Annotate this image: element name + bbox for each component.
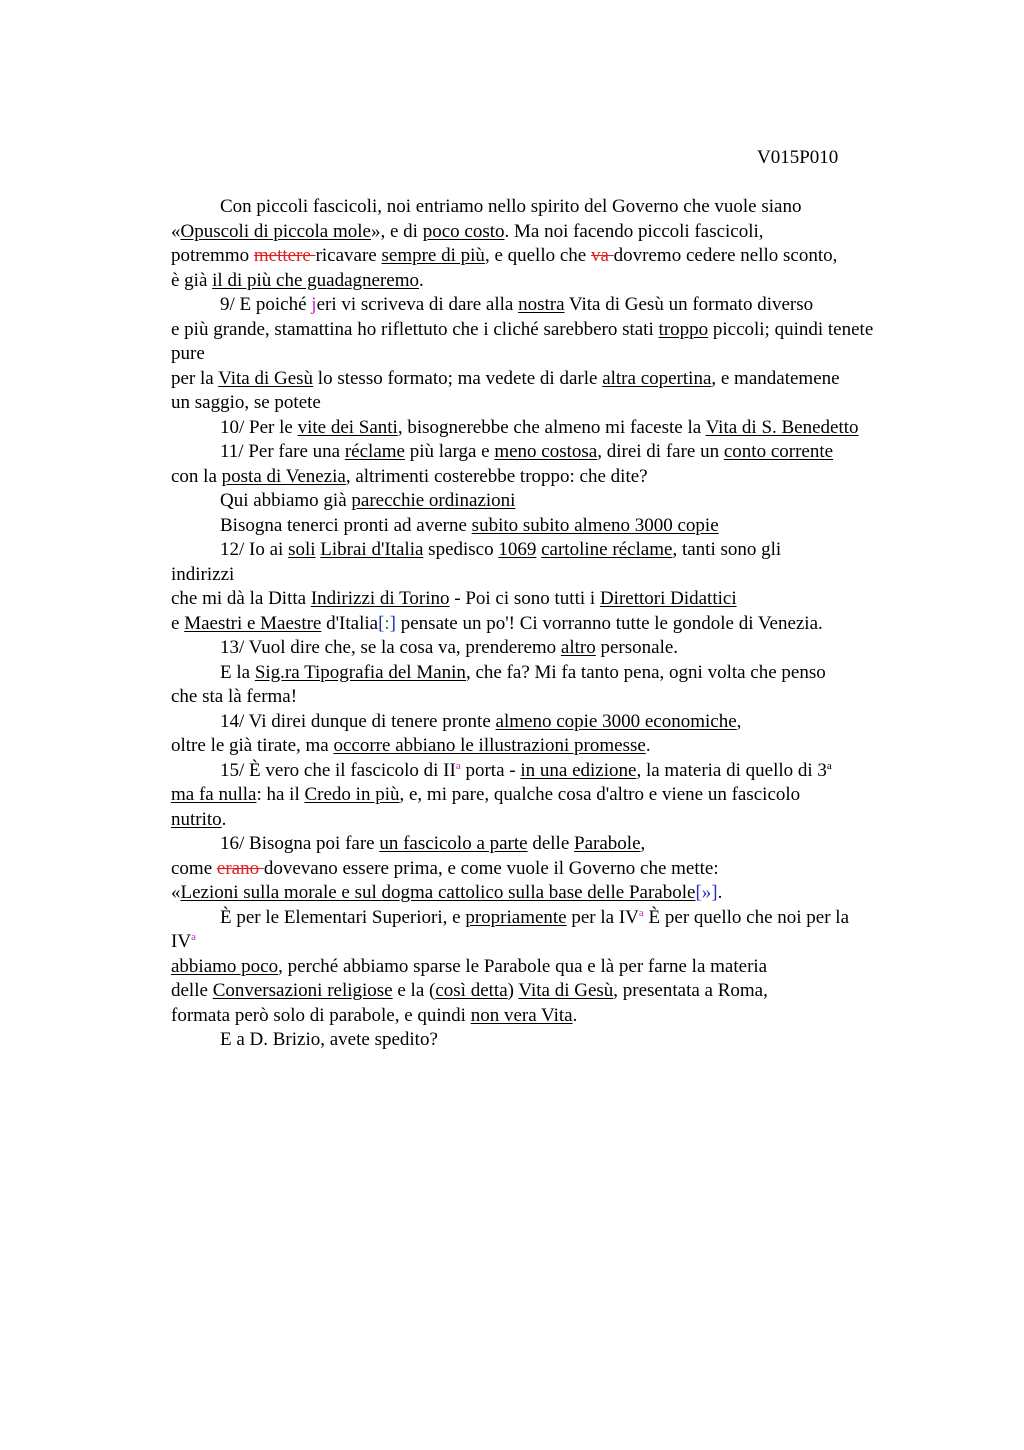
underlined-text: troppo (658, 318, 709, 340)
text-segment: ] (389, 612, 396, 634)
text-segment: : ha il (256, 784, 305, 805)
text-segment: . (418, 269, 424, 291)
underlined-text: Opuscoli di piccola mole (180, 220, 371, 242)
text-line (171, 783, 946, 808)
underlined-text: nutrito (171, 808, 222, 830)
underlined-text: ma fa nulla (171, 784, 257, 805)
text-segment: e la ( (392, 980, 436, 1001)
text-segment: , presentata a Roma, (613, 980, 768, 1001)
text-segment: spedisco (423, 539, 499, 560)
text-segment: con la (171, 465, 222, 487)
text-segment: 15/ È vero che il fascicolo di II (220, 759, 456, 781)
underlined-text: parecchie ordinazioni (351, 490, 516, 511)
underlined-text: altra copertina (602, 367, 712, 389)
text-segment: . (221, 808, 227, 830)
text-segment: . (572, 1004, 578, 1026)
text-segment: , (736, 710, 742, 732)
text-line (171, 318, 946, 343)
underlined-text: altro (560, 637, 596, 658)
text-line (171, 538, 946, 563)
superscript: a (455, 759, 461, 772)
text-line (171, 391, 946, 416)
text-segment: », e di (370, 220, 423, 242)
text-segment: - Poi ci sono tutti i (449, 588, 600, 609)
text-segment: Bisogna tenerci pronti ad averne (220, 514, 472, 536)
text-segment: piccoli; quindi tenete (708, 318, 874, 340)
underlined-text: occorre abbiano le illustrazioni promesse (333, 735, 646, 756)
text-segment: dovremo cedere nello sconto, (613, 245, 838, 266)
text-segment: 9/ E poiché (220, 294, 312, 315)
underlined-text: Maestri e Maestre (184, 612, 322, 634)
struck-text: mettere (253, 245, 316, 266)
text-line (171, 269, 946, 294)
underlined-text: abbiamo poco (171, 955, 279, 977)
underlined-text: Librai d'Italia (320, 539, 424, 560)
underlined-text: Conversazioni religiose (212, 980, 393, 1001)
text-segment: , e, mi pare, qualche cosa d'altro e viene un fascicolo (399, 784, 801, 805)
text-line (171, 489, 946, 514)
text-segment: oltre le già tirate, ma (171, 735, 334, 756)
text-segment: Qui abbiamo già (220, 490, 352, 511)
text-line (171, 220, 946, 245)
underlined-text: Direttori Didattici (599, 588, 737, 609)
text-segment: 16/ Bisogna poi fare (220, 833, 380, 854)
text-segment: IV (171, 931, 192, 952)
underlined-text: propriamente (465, 906, 567, 928)
text-segment: . (717, 882, 723, 903)
underlined-text: Lezioni sulla morale e sul dogma cattolico sulla base delle Parabole (180, 882, 696, 903)
text-line (171, 293, 946, 318)
text-segment: per la (171, 367, 219, 389)
text-line (171, 979, 946, 1004)
text-line (171, 759, 946, 784)
text-segment: Vita di Gesù un formato diverso (564, 294, 814, 315)
text-segment: , perché abbiamo sparse le Parabole qua e là per farne la materia (278, 955, 768, 977)
text-segment: ] (711, 882, 718, 903)
underlined-text: Parabole (574, 833, 641, 854)
text-line (171, 1028, 946, 1053)
text-segment: indirizzi (171, 563, 235, 585)
text-line (171, 636, 946, 661)
text-line (171, 955, 946, 980)
text-segment: 14/ Vi direi dunque di tenere pronte (220, 710, 496, 732)
text-segment: 13/ Vuol dire che, se la cosa va, prenderemo (220, 637, 561, 658)
text-segment: 11/ Per fare una (220, 441, 345, 462)
superscript: a (191, 931, 196, 943)
text-segment: delle (527, 833, 575, 854)
text-segment: E la (220, 661, 255, 683)
text-segment: È per le Elementari Superiori, e (220, 906, 466, 928)
text-segment: dovevano essere prima, e come vuole il Governo che mette: (263, 857, 719, 879)
text-line (171, 661, 946, 686)
underlined-text: il di più che guadagneremo (212, 269, 419, 291)
underlined-text: 1069 (498, 539, 537, 560)
text-segment: , e mandatemene (711, 367, 840, 389)
underlined-text: nostra (518, 294, 565, 315)
text-line (171, 906, 946, 931)
text-segment: eri vi scriveva di dare alla (316, 294, 519, 315)
underlined-text: Vita di Gesù (218, 367, 314, 389)
underlined-text: Vita di S. Benedetto (705, 416, 859, 438)
text-line (171, 416, 946, 441)
text-segment: , tanti sono gli (672, 539, 782, 560)
text-segment: d'Italia (321, 612, 379, 634)
text-line (171, 342, 946, 367)
underlined-text: in una edizione (520, 759, 637, 781)
text-segment: lo stesso formato; ma vedete di darle (313, 367, 603, 389)
text-line (171, 808, 946, 833)
text-segment: è già (171, 269, 213, 291)
text-line (171, 465, 946, 490)
letter-body (171, 195, 946, 1053)
text-line (171, 832, 946, 857)
underlined-text: soli (288, 539, 316, 560)
text-segment: potremmo (171, 245, 254, 266)
text-segment: . Ma noi facendo piccoli fascicoli, (504, 220, 764, 242)
text-segment: che sta là ferma! (171, 686, 298, 707)
text-segment: « (171, 882, 181, 903)
struck-text: va (590, 245, 614, 266)
text-segment: » (701, 882, 712, 903)
text-segment: [ (695, 882, 702, 903)
underlined-text: subito subito almeno 3000 copie (471, 514, 719, 536)
underlined-text: Sig.ra Tipografia del Manin (254, 661, 466, 683)
text-segment: , che fa? Mi fa tanto pena, ogni volta che penso (465, 661, 826, 683)
underlined-text: Indirizzi di Torino (310, 588, 450, 609)
text-line (171, 587, 946, 612)
text-segment: : (384, 612, 390, 634)
underlined-text: Credo in più (304, 784, 400, 805)
text-segment: , (640, 833, 646, 854)
text-segment: come (171, 857, 217, 879)
text-segment: « (171, 220, 181, 242)
text-segment: pure (171, 343, 205, 364)
underlined-text: conto corrente (723, 441, 834, 462)
page-identifier: V015P010 (757, 147, 839, 168)
text-line (171, 195, 946, 220)
text-segment: che mi dà la Ditta (171, 588, 311, 609)
text-segment: personale. (595, 637, 679, 658)
text-segment: , la materia di quello di 3 (636, 759, 827, 781)
underlined-text: posta di Venezia (221, 465, 346, 487)
text-segment: ricavare (315, 245, 382, 266)
text-segment: , direi di fare un (597, 441, 724, 462)
superscript: a (826, 759, 832, 772)
underlined-text: cartoline réclame (541, 539, 673, 560)
text-segment: [ (378, 612, 385, 634)
text-line (171, 514, 946, 539)
text-segment: È per quello che noi per la (643, 906, 850, 928)
text-segment: formata però solo di parabole, e quindi (171, 1004, 471, 1026)
text-segment: 10/ Per le (220, 416, 298, 438)
text-line (171, 612, 946, 637)
text-line (171, 440, 946, 465)
text-segment: e (171, 612, 185, 634)
text-line (171, 857, 946, 882)
text-segment: , e quello che (484, 245, 591, 266)
text-segment: . (645, 735, 651, 756)
text-line (171, 563, 946, 588)
text-line (171, 930, 946, 955)
underlined-text: vite dei Santi (297, 416, 398, 438)
underlined-text: così detta (435, 980, 508, 1001)
text-segment: più larga e (404, 441, 495, 462)
text-line (171, 367, 946, 392)
text-line (171, 881, 946, 906)
text-segment: Con piccoli fascicoli, noi entriamo nello spirito del Governo che vuole siano (220, 196, 802, 217)
text-segment: , bisognerebbe che almeno mi faceste la (397, 416, 706, 438)
underlined-text: un fascicolo a parte (379, 833, 528, 854)
text-line (171, 734, 946, 759)
text-segment: pensate un po'! Ci vorranno tutte le gondole di Venezia. (396, 612, 823, 634)
text-segment: 12/ Io ai (220, 539, 289, 560)
text-segment: porta - (460, 759, 521, 781)
underlined-text: non vera Vita (470, 1004, 573, 1026)
text-segment: un saggio, se potete (171, 392, 321, 413)
underlined-text: sempre di più (381, 245, 485, 266)
underlined-text: réclame (344, 441, 405, 462)
text-segment: e più grande, stamattina ho riflettuto che i cliché sarebbero stati (171, 318, 659, 340)
text-line (171, 685, 946, 710)
text-segment: j (311, 294, 317, 315)
text-line (171, 244, 946, 269)
underlined-text: almeno copie 3000 economiche (495, 710, 737, 732)
text-segment: , altrimenti costerebbe troppo: che dite? (345, 465, 648, 487)
underlined-text: Vita di Gesù (518, 980, 614, 1001)
text-segment: ) (507, 980, 519, 1001)
underlined-text: poco costo (422, 220, 505, 242)
text-segment: per la IV (566, 906, 639, 928)
text-segment: delle (171, 980, 213, 1001)
text-segment: E a D. Brizio, avete spedito? (220, 1029, 438, 1050)
underlined-text: meno costosa (494, 441, 598, 462)
struck-text: erano (216, 857, 264, 879)
text-line (171, 1004, 946, 1029)
text-line (171, 710, 946, 735)
superscript: a (638, 906, 644, 919)
